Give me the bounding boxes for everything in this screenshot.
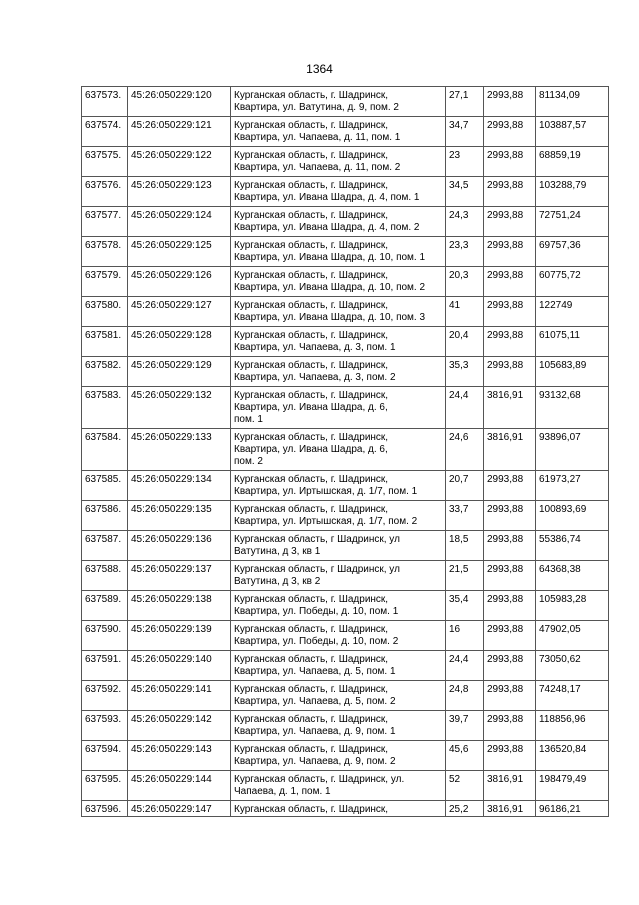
cadastral-value-cell: 198479,49 xyxy=(536,771,609,801)
row-number-cell: 637578. xyxy=(82,237,128,267)
area-cell: 34,5 xyxy=(446,177,484,207)
specific-value-cell: 2993,88 xyxy=(484,357,536,387)
cadastral-number-cell: 45:26:050229:144 xyxy=(128,771,231,801)
table-row xyxy=(82,147,609,177)
area-cell: 33,7 xyxy=(446,501,484,531)
specific-value-cell: 2993,88 xyxy=(484,117,536,147)
cadastral-value-cell: 122749 xyxy=(536,297,609,327)
specific-value-cell: 2993,88 xyxy=(484,267,536,297)
area-cell: 16 xyxy=(446,621,484,651)
cadastral-value-cell: 68859,19 xyxy=(536,147,609,177)
specific-value-cell: 2993,88 xyxy=(484,147,536,177)
area-cell: 41 xyxy=(446,297,484,327)
table-row xyxy=(82,429,609,471)
address-cell: Курганская область, г. Шадринск, xyxy=(231,801,446,817)
area-cell: 34,7 xyxy=(446,117,484,147)
specific-value-cell: 2993,88 xyxy=(484,651,536,681)
area-cell: 20,7 xyxy=(446,471,484,501)
address-cell: Курганская область, г. Шадринск, Квартира, ул. Ивана Шадра, д. 6, пом. 2 xyxy=(231,429,446,471)
row-number-cell: 637576. xyxy=(82,177,128,207)
cadastral-number-cell: 45:26:050229:142 xyxy=(128,711,231,741)
address-cell: Курганская область, г. Шадринск, Квартира, ул. Ивана Шадра, д. 6, пом. 1 xyxy=(231,387,446,429)
row-number-cell: 637595. xyxy=(82,771,128,801)
row-number-cell: 637588. xyxy=(82,561,128,591)
address-cell: Курганская область, г. Шадринск, Квартира, ул. Ивана Шадра, д. 4, пом. 1 xyxy=(231,177,446,207)
specific-value-cell: 3816,91 xyxy=(484,801,536,817)
row-number-cell: 637574. xyxy=(82,117,128,147)
specific-value-cell: 2993,88 xyxy=(484,327,536,357)
cadastral-value-cell: 73050,62 xyxy=(536,651,609,681)
table-row xyxy=(82,591,609,621)
area-cell: 20,3 xyxy=(446,267,484,297)
address-cell: Курганская область, г. Шадринск, Квартира, ул. Иртышская, д. 1/7, пом. 2 xyxy=(231,501,446,531)
area-cell: 23 xyxy=(446,147,484,177)
table-row xyxy=(82,801,609,817)
address-cell: Курганская область, г. Шадринск, Квартира, ул. Чапаева, д. 5, пом. 1 xyxy=(231,651,446,681)
cadastral-value-table xyxy=(81,86,609,817)
area-cell: 35,3 xyxy=(446,357,484,387)
table-row xyxy=(82,621,609,651)
table-row xyxy=(82,207,609,237)
table-row xyxy=(82,741,609,771)
address-cell: Курганская область, г. Шадринск, Квартира, ул. Ивана Шадра, д. 10, пом. 1 xyxy=(231,237,446,267)
cadastral-number-cell: 45:26:050229:141 xyxy=(128,681,231,711)
address-cell: Курганская область, г. Шадринск, Квартира, ул. Ивана Шадра, д. 10, пом. 2 xyxy=(231,267,446,297)
row-number-cell: 637579. xyxy=(82,267,128,297)
address-cell: Курганская область, г. Шадринск, Квартира, ул. Чапаева, д. 5, пом. 2 xyxy=(231,681,446,711)
cadastral-number-cell: 45:26:050229:134 xyxy=(128,471,231,501)
cadastral-value-cell: 69757,36 xyxy=(536,237,609,267)
row-number-cell: 637584. xyxy=(82,429,128,471)
table-row xyxy=(82,771,609,801)
cadastral-number-cell: 45:26:050229:125 xyxy=(128,237,231,267)
table-row xyxy=(82,387,609,429)
area-cell: 20,4 xyxy=(446,327,484,357)
table-row xyxy=(82,681,609,711)
specific-value-cell: 2993,88 xyxy=(484,297,536,327)
area-cell: 39,7 xyxy=(446,711,484,741)
specific-value-cell: 2993,88 xyxy=(484,237,536,267)
cadastral-value-cell: 103887,57 xyxy=(536,117,609,147)
cadastral-number-cell: 45:26:050229:121 xyxy=(128,117,231,147)
cadastral-value-cell: 47902,05 xyxy=(536,621,609,651)
cadastral-value-cell: 64368,38 xyxy=(536,561,609,591)
specific-value-cell: 3816,91 xyxy=(484,387,536,429)
page-number: 1364 xyxy=(306,62,333,76)
table-row xyxy=(82,327,609,357)
area-cell: 45,6 xyxy=(446,741,484,771)
cadastral-number-cell: 45:26:050229:133 xyxy=(128,429,231,471)
table-row xyxy=(82,501,609,531)
address-cell: Курганская область, г. Шадринск, Квартира, ул. Чапаева, д. 3, пом. 1 xyxy=(231,327,446,357)
table-row xyxy=(82,297,609,327)
cadastral-number-cell: 45:26:050229:120 xyxy=(128,87,231,117)
address-cell: Курганская область, г. Шадринск, Квартира, ул. Чапаева, д. 11, пом. 2 xyxy=(231,147,446,177)
specific-value-cell: 2993,88 xyxy=(484,531,536,561)
row-number-cell: 637594. xyxy=(82,741,128,771)
cadastral-number-cell: 45:26:050229:128 xyxy=(128,327,231,357)
cadastral-value-cell: 72751,24 xyxy=(536,207,609,237)
cadastral-value-cell: 81134,09 xyxy=(536,87,609,117)
address-cell: Курганская область, г. Шадринск, Квартира, ул. Ивана Шадра, д. 4, пом. 2 xyxy=(231,207,446,237)
table-row xyxy=(82,531,609,561)
table-row xyxy=(82,237,609,267)
address-cell: Курганская область, г. Шадринск, Квартира, ул. Ватутина, д. 9, пом. 2 xyxy=(231,87,446,117)
cadastral-value-cell: 61075,11 xyxy=(536,327,609,357)
table-row xyxy=(82,357,609,387)
cadastral-number-cell: 45:26:050229:138 xyxy=(128,591,231,621)
cadastral-number-cell: 45:26:050229:135 xyxy=(128,501,231,531)
cadastral-number-cell: 45:26:050229:147 xyxy=(128,801,231,817)
cadastral-number-cell: 45:26:050229:143 xyxy=(128,741,231,771)
table-row xyxy=(82,711,609,741)
cadastral-value-cell: 105683,89 xyxy=(536,357,609,387)
cadastral-value-cell: 96186,21 xyxy=(536,801,609,817)
area-cell: 24,8 xyxy=(446,681,484,711)
row-number-cell: 637591. xyxy=(82,651,128,681)
specific-value-cell: 2993,88 xyxy=(484,561,536,591)
row-number-cell: 637589. xyxy=(82,591,128,621)
cadastral-number-cell: 45:26:050229:124 xyxy=(128,207,231,237)
cadastral-value-cell: 93896,07 xyxy=(536,429,609,471)
row-number-cell: 637593. xyxy=(82,711,128,741)
specific-value-cell: 2993,88 xyxy=(484,207,536,237)
cadastral-value-cell: 61973,27 xyxy=(536,471,609,501)
cadastral-number-cell: 45:26:050229:127 xyxy=(128,297,231,327)
cadastral-value-cell: 136520,84 xyxy=(536,741,609,771)
row-number-cell: 637577. xyxy=(82,207,128,237)
cadastral-number-cell: 45:26:050229:137 xyxy=(128,561,231,591)
row-number-cell: 637573. xyxy=(82,87,128,117)
address-cell: Курганская область, г. Шадринск, ул. Чапаева, д. 1, пом. 1 xyxy=(231,771,446,801)
address-cell: Курганская область, г. Шадринск, Квартира, ул. Чапаева, д. 11, пом. 1 xyxy=(231,117,446,147)
cadastral-number-cell: 45:26:050229:122 xyxy=(128,147,231,177)
specific-value-cell: 2993,88 xyxy=(484,471,536,501)
row-number-cell: 637592. xyxy=(82,681,128,711)
address-cell: Курганская область, г. Шадринск, Квартира, ул. Чапаева, д. 9, пом. 1 xyxy=(231,711,446,741)
specific-value-cell: 2993,88 xyxy=(484,501,536,531)
row-number-cell: 637586. xyxy=(82,501,128,531)
specific-value-cell: 2993,88 xyxy=(484,621,536,651)
cadastral-number-cell: 45:26:050229:132 xyxy=(128,387,231,429)
address-cell: Курганская область, г. Шадринск, Квартира, ул. Чапаева, д. 9, пом. 2 xyxy=(231,741,446,771)
cadastral-number-cell: 45:26:050229:123 xyxy=(128,177,231,207)
area-cell: 24,4 xyxy=(446,387,484,429)
area-cell: 35,4 xyxy=(446,591,484,621)
row-number-cell: 637585. xyxy=(82,471,128,501)
cadastral-number-cell: 45:26:050229:136 xyxy=(128,531,231,561)
table-row xyxy=(82,561,609,591)
area-cell: 27,1 xyxy=(446,87,484,117)
address-cell: Курганская область, г Шадринск, ул Ватутина, д 3, кв 2 xyxy=(231,561,446,591)
specific-value-cell: 2993,88 xyxy=(484,681,536,711)
cadastral-value-cell: 103288,79 xyxy=(536,177,609,207)
table-row xyxy=(82,651,609,681)
address-cell: Курганская область, г. Шадринск, Квартира, ул. Чапаева, д. 3, пом. 2 xyxy=(231,357,446,387)
cadastral-value-cell: 93132,68 xyxy=(536,387,609,429)
specific-value-cell: 2993,88 xyxy=(484,711,536,741)
specific-value-cell: 2993,88 xyxy=(484,87,536,117)
cadastral-number-cell: 45:26:050229:126 xyxy=(128,267,231,297)
cadastral-value-cell: 74248,17 xyxy=(536,681,609,711)
row-number-cell: 637581. xyxy=(82,327,128,357)
area-cell: 24,3 xyxy=(446,207,484,237)
specific-value-cell: 2993,88 xyxy=(484,741,536,771)
area-cell: 23,3 xyxy=(446,237,484,267)
table-row xyxy=(82,87,609,117)
cadastral-value-cell: 55386,74 xyxy=(536,531,609,561)
address-cell: Курганская область, г. Шадринск, Квартира, ул. Иртышская, д. 1/7, пом. 1 xyxy=(231,471,446,501)
row-number-cell: 637582. xyxy=(82,357,128,387)
table-body xyxy=(82,87,609,817)
area-cell: 24,6 xyxy=(446,429,484,471)
address-cell: Курганская область, г. Шадринск, Квартира, ул. Ивана Шадра, д. 10, пом. 3 xyxy=(231,297,446,327)
row-number-cell: 637575. xyxy=(82,147,128,177)
specific-value-cell: 2993,88 xyxy=(484,177,536,207)
row-number-cell: 637596. xyxy=(82,801,128,817)
specific-value-cell: 2993,88 xyxy=(484,591,536,621)
table-row xyxy=(82,471,609,501)
area-cell: 25,2 xyxy=(446,801,484,817)
area-cell: 21,5 xyxy=(446,561,484,591)
row-number-cell: 637583. xyxy=(82,387,128,429)
cadastral-number-cell: 45:26:050229:139 xyxy=(128,621,231,651)
address-cell: Курганская область, г. Шадринск, Квартира, ул. Победы, д. 10, пом. 1 xyxy=(231,591,446,621)
specific-value-cell: 3816,91 xyxy=(484,429,536,471)
area-cell: 18,5 xyxy=(446,531,484,561)
area-cell: 24,4 xyxy=(446,651,484,681)
cadastral-number-cell: 45:26:050229:140 xyxy=(128,651,231,681)
specific-value-cell: 3816,91 xyxy=(484,771,536,801)
row-number-cell: 637590. xyxy=(82,621,128,651)
cadastral-value-cell: 118856,96 xyxy=(536,711,609,741)
cadastral-number-cell: 45:26:050229:129 xyxy=(128,357,231,387)
row-number-cell: 637587. xyxy=(82,531,128,561)
address-cell: Курганская область, г Шадринск, ул Ватутина, д 3, кв 1 xyxy=(231,531,446,561)
address-cell: Курганская область, г. Шадринск, Квартира, ул. Победы, д. 10, пом. 2 xyxy=(231,621,446,651)
table-row xyxy=(82,177,609,207)
cadastral-value-cell: 100893,69 xyxy=(536,501,609,531)
row-number-cell: 637580. xyxy=(82,297,128,327)
table-row xyxy=(82,117,609,147)
area-cell: 52 xyxy=(446,771,484,801)
table-row xyxy=(82,267,609,297)
cadastral-value-cell: 60775,72 xyxy=(536,267,609,297)
cadastral-value-cell: 105983,28 xyxy=(536,591,609,621)
